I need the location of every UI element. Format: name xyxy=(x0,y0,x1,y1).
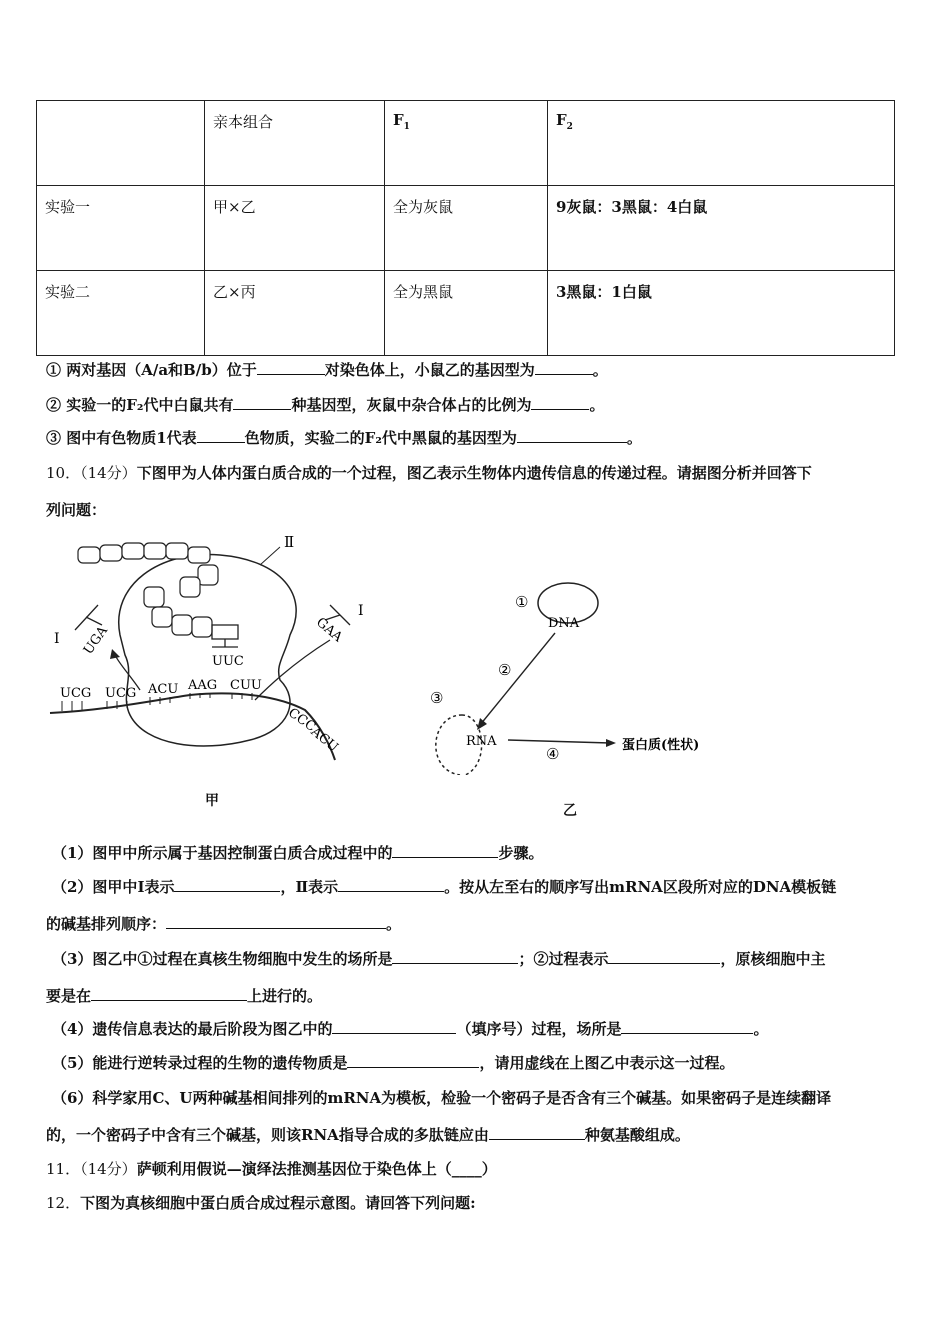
text: （1）图甲中所示属于基因控制蛋白质合成过程中的 xyxy=(52,844,393,862)
table-header-row xyxy=(37,101,895,186)
arrow-incoming xyxy=(255,640,330,700)
answer-blank[interactable] xyxy=(166,914,386,929)
text: （5）能进行逆转录过程的生物的遗传物质是 xyxy=(52,1054,348,1072)
text: ；②过程表示 xyxy=(518,950,609,968)
text: （2）图甲中Ⅰ表示 xyxy=(52,878,175,896)
codon-labels xyxy=(60,678,341,755)
answer-blank[interactable] xyxy=(332,1019,456,1034)
q10-sub-6 xyxy=(52,1087,831,1108)
codon-label: CCC xyxy=(285,705,319,735)
answer-blank[interactable] xyxy=(608,949,720,964)
q10-sub-3 xyxy=(52,948,825,969)
text: （4）遗传信息表达的最后阶段为图乙中的 xyxy=(52,1020,333,1038)
text: 。 xyxy=(386,915,402,933)
table-cell: 9灰鼠：3黑鼠：4白鼠 xyxy=(548,186,895,271)
text: ，请用虚线在上图乙中表示这一过程。 xyxy=(479,1054,735,1072)
answer-blank[interactable] xyxy=(621,1019,753,1034)
question-number: 10．（14分） xyxy=(46,464,137,482)
table-header-cell: $F_2$ xyxy=(548,101,895,186)
central-dogma-diagram xyxy=(420,575,740,775)
q10-sub-5 xyxy=(52,1052,734,1073)
text: （填序号）过程，场所是 xyxy=(456,1020,622,1038)
codon-label: ACU xyxy=(148,682,179,697)
step-2-label: ② xyxy=(498,661,512,679)
text: （6）科学家用C、U两种碱基相间排列的mRNA为模板，检验一个密码子是否含有三个碱基。如果密码子是连续翻译 xyxy=(52,1089,832,1107)
codon-label: ACU xyxy=(307,724,341,756)
trna-left-anticodon: UGA xyxy=(80,623,111,658)
text: 步骤。 xyxy=(498,844,544,862)
trna-right-anticodon: GAA xyxy=(313,614,346,646)
q10-stem-2 xyxy=(46,499,106,520)
text: 。 xyxy=(626,429,642,447)
answer-blank[interactable] xyxy=(347,1053,479,1068)
q10-sub-2-cont xyxy=(46,913,401,934)
q9-line-1 xyxy=(46,359,608,380)
text: 下图甲为人体内蛋白质合成的一个过程，图乙表示生物体内遗传信息的传递过程。请据图分析并回答下 xyxy=(136,464,812,482)
question-number: 12． xyxy=(46,1194,81,1212)
text: 萨顿利用假说—演绎法推测基因位于染色体上（____） xyxy=(136,1160,497,1178)
codon-label: UCG xyxy=(105,686,137,701)
q10-sub-4 xyxy=(52,1018,768,1039)
answer-blank[interactable] xyxy=(197,428,245,443)
answer-blank[interactable] xyxy=(535,360,593,375)
text: 的碱基排列顺序： xyxy=(46,915,167,933)
table-header-cell: $F_1$ xyxy=(385,101,548,186)
step-1-label: ① xyxy=(515,593,529,611)
answer-blank[interactable] xyxy=(338,877,444,892)
answer-blank[interactable] xyxy=(174,877,280,892)
codon-label: UCG xyxy=(60,686,92,701)
q10-stem xyxy=(46,462,812,483)
text: 下图为真核细胞中蛋白质合成过程示意图。请回答下列问题: xyxy=(80,1194,476,1212)
text: 。 xyxy=(753,1020,769,1038)
answer-blank[interactable] xyxy=(257,360,325,375)
text: 色物质，实验二的F₂代中黑鼠的基因型为 xyxy=(244,429,517,447)
text: 种氨基酸组成。 xyxy=(584,1126,690,1144)
text: 。按从左至右的顺序写出mRNA区段所对应的DNA模板链 xyxy=(444,878,837,896)
step-3-label: ③ xyxy=(430,689,444,707)
text: 种基因型，灰鼠中杂合体占的比例为 xyxy=(291,396,532,414)
text: 列问题： xyxy=(46,501,107,519)
question-number: 11．（14分） xyxy=(46,1160,137,1178)
codon-label: AAG xyxy=(188,678,218,693)
label-roman-1-left: Ⅰ xyxy=(54,631,60,647)
text: ② 实验一的F₂代中白鼠共有 xyxy=(46,396,234,414)
table-cell: 乙×丙 xyxy=(205,271,385,356)
table-row xyxy=(37,186,895,271)
dna-label: DNA xyxy=(548,616,580,631)
translation-arrow xyxy=(508,740,610,743)
text: ，Ⅱ表示 xyxy=(280,878,339,896)
text: 的，一个密码子中含有三个碱基，则该RNA指导合成的多肽链应由 xyxy=(46,1126,489,1144)
q11 xyxy=(46,1158,497,1179)
q10-sub-6-cont xyxy=(46,1124,690,1145)
trna-middle-anticodon: UUC xyxy=(212,654,244,669)
mrna-strand xyxy=(50,693,335,760)
table-cell: 实验二 xyxy=(37,271,205,356)
answer-blank[interactable] xyxy=(392,843,498,858)
label-roman-2: Ⅱ xyxy=(284,533,295,551)
experiment-table xyxy=(36,100,895,356)
table-cell: 甲×乙 xyxy=(205,186,385,271)
diagram-b-caption: 乙 xyxy=(563,803,577,819)
diagram-a-caption: 甲 xyxy=(205,793,219,809)
table-header-cell xyxy=(37,101,205,186)
text: ，原核细胞中主 xyxy=(720,950,826,968)
q10-sub-3-cont xyxy=(46,985,322,1006)
q9-line-3 xyxy=(46,427,642,448)
answer-blank[interactable] xyxy=(531,395,589,410)
q10-sub-2 xyxy=(52,876,836,897)
table-row xyxy=(37,271,895,356)
text: 。 xyxy=(589,396,605,414)
q12 xyxy=(46,1192,476,1213)
table-cell: 3黑鼠：1白鼠 xyxy=(548,271,895,356)
codon-label: CUU xyxy=(230,678,262,693)
table-header-cell: 亲本组合 xyxy=(205,101,385,186)
protein-label: 蛋白质(性状) xyxy=(622,738,700,753)
q9-line-2 xyxy=(46,394,604,415)
trna-middle xyxy=(212,625,238,647)
answer-blank[interactable] xyxy=(91,986,247,1001)
transcription-arrow xyxy=(480,633,555,725)
q10-sub-1 xyxy=(52,842,543,863)
table-cell: 全为黑鼠 xyxy=(385,271,548,356)
text: （3）图乙中①过程在真核生物细胞中发生的场所是 xyxy=(52,950,393,968)
text: 上进行的。 xyxy=(247,987,323,1005)
table-cell: 全为灰鼠 xyxy=(385,186,548,271)
step-4-label: ④ xyxy=(546,745,560,763)
text: 对染色体上，小鼠乙的基因型为 xyxy=(324,361,535,379)
answer-blank[interactable] xyxy=(517,428,627,443)
table-cell: 实验一 xyxy=(37,186,205,271)
label-roman-1-right: Ⅰ xyxy=(358,603,364,619)
translation-diagram xyxy=(40,525,370,775)
rna-label: RNA xyxy=(466,734,497,749)
text: 。 xyxy=(592,361,608,379)
text: 要是在 xyxy=(46,987,92,1005)
answer-blank[interactable] xyxy=(489,1125,585,1140)
text: ③ 图中有色物质1代表 xyxy=(46,429,197,447)
text: ① 两对基因（A/a和B/b）位于 xyxy=(46,361,257,379)
answer-blank[interactable] xyxy=(392,949,518,964)
answer-blank[interactable] xyxy=(233,395,291,410)
